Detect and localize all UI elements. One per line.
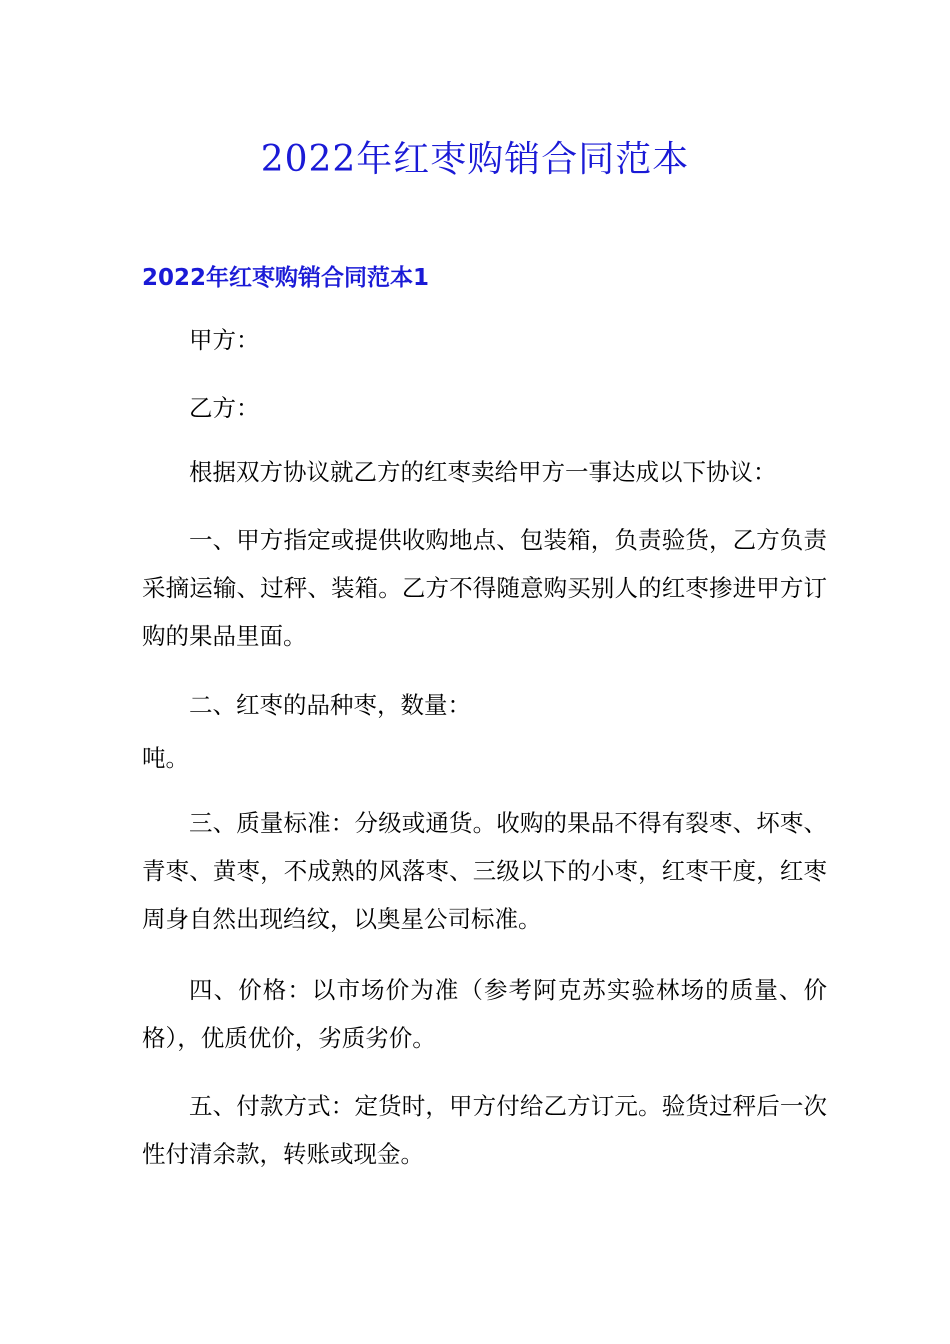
clause-1-paragraph: 一、甲方指定或提供收购地点、包装箱，负责验货，乙方负责采摘运输、过秤、装箱。乙方不得随意购买别人的红枣掺进甲方订购的果品里面。	[142, 526, 827, 650]
section-heading: 2022年红枣购销合同范本1	[142, 265, 430, 291]
document-title: 2022年红枣购销合同范本	[260, 139, 690, 180]
clause-4-paragraph: 四、价格：以市场价为准（参考阿克苏实验林场的质量、价格），优质优价，劣质劣价。	[142, 976, 827, 1052]
party-b-line: 乙方：	[189, 394, 260, 422]
clause-3-paragraph: 三、质量标准：分级或通货。收购的果品不得有裂枣、坏枣、青枣、黄枣，不成熟的风落枣、三级以下的小枣，红枣干度，红枣周身自然出现绉纹，以奥星公司标准。	[142, 809, 827, 933]
agreement-intro-paragraph: 根据双方协议就乙方的红枣卖给甲方一事达成以下协议：	[189, 458, 777, 486]
clause-2-quantity-unit: 吨。	[142, 744, 189, 772]
clause-5-paragraph: 五、付款方式：定货时，甲方付给乙方订元。验货过秤后一次性付清余款，转账或现金。	[142, 1092, 827, 1168]
clause-2-paragraph: 二、红枣的品种枣，数量：	[189, 691, 471, 719]
party-a-line: 甲方：	[189, 326, 260, 354]
